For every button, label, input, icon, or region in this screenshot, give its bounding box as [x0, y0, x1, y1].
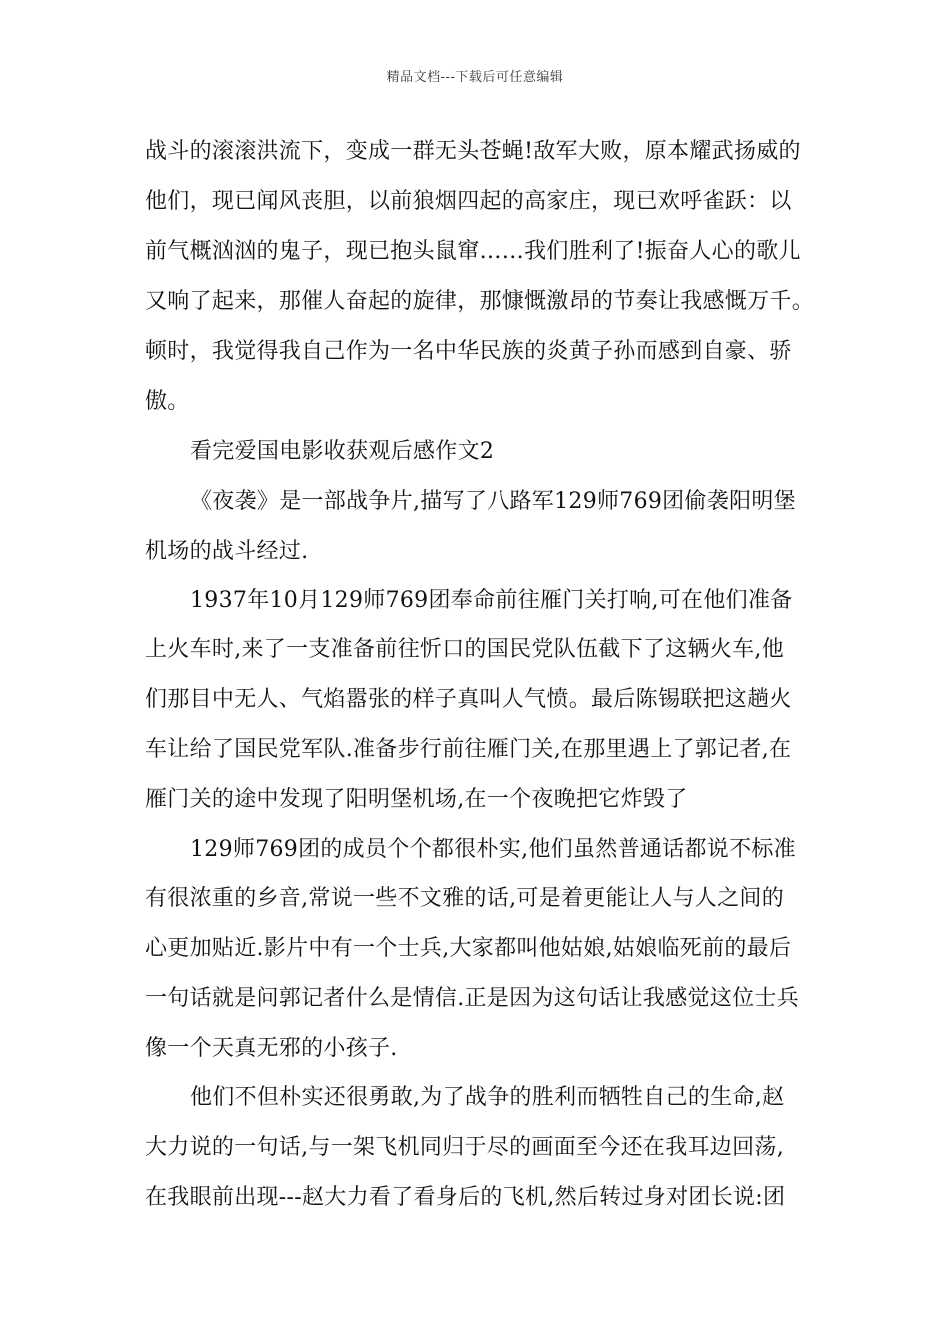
text-line: 傲。 — [145, 389, 190, 414]
text-line: 心更加贴近.影片中有一个士兵,大家都叫他姑娘,姑娘临死前的最后 — [145, 936, 792, 961]
page-header: 精品文档---下载后可任意编辑 — [386, 70, 564, 85]
text-line: 战斗的滚滚洪流下，变成一群无头苍蝇!敌军大败，原本耀武扬威的 — [145, 139, 801, 164]
text-line: 129师769团的成员个个都很朴实,他们虽然普通话都说不标准 — [190, 837, 796, 862]
text-line: 又响了起来，那催人奋起的旋律，那慷慨激昂的节奏让我感慨万千。 — [145, 289, 815, 314]
text-line: 《夜袭》是一部战争片,描写了八路军129师769团偷袭阳明堡 — [190, 489, 796, 514]
text-line: 1937年10月129师769团奉命前往雁门关打响,可在他们准备 — [190, 588, 793, 613]
text-line: 一句话就是问郭记者什么是情信.正是因为这句话让我感觉这位士兵 — [145, 986, 799, 1011]
text-line: 们那目中无人、气焰嚣张的样子真叫人气愤。最后陈锡联把这趟火 — [145, 687, 792, 712]
text-line: 机场的战斗经过. — [145, 539, 309, 564]
section-title: 看完爱国电影收获观后感作文2 — [190, 439, 495, 464]
text-line: 在我眼前出现---赵大力看了看身后的飞机,然后转过身对团长说:团 — [145, 1185, 786, 1210]
text-line: 上火车时,来了一支准备前往忻口的国民党队伍截下了这辆火车,他 — [145, 637, 784, 662]
text-line: 他们不但朴实还很勇敢,为了战争的胜利而牺牲自己的生命,赵 — [190, 1085, 785, 1110]
text-line: 他们，现已闻风丧胆，以前狼烟四起的高家庄，现已欢呼雀跃：以 — [145, 189, 792, 214]
text-line: 车让给了国民党军队.准备步行前往雁门关,在那里遇上了郭记者,在 — [145, 737, 792, 762]
text-line: 前气概汹汹的鬼子，现已抱头鼠窜……我们胜利了!振奋人心的歌儿 — [145, 239, 801, 264]
text-line: 大力说的一句话,与一架飞机同归于尽的画面至今还在我耳边回荡, — [145, 1135, 784, 1160]
text-line: 像一个天真无邪的小孩子. — [145, 1036, 398, 1061]
text-line: 雁门关的途中发现了阳明堡机场,在一个夜晚把它炸毁了 — [145, 787, 688, 812]
text-line: 顿时，我觉得我自己作为一名中华民族的炎黄子孙而感到自豪、骄 — [145, 339, 792, 364]
text-line: 有很浓重的乡音,常说一些不文雅的话,可是着更能让人与人之间的 — [145, 886, 784, 911]
